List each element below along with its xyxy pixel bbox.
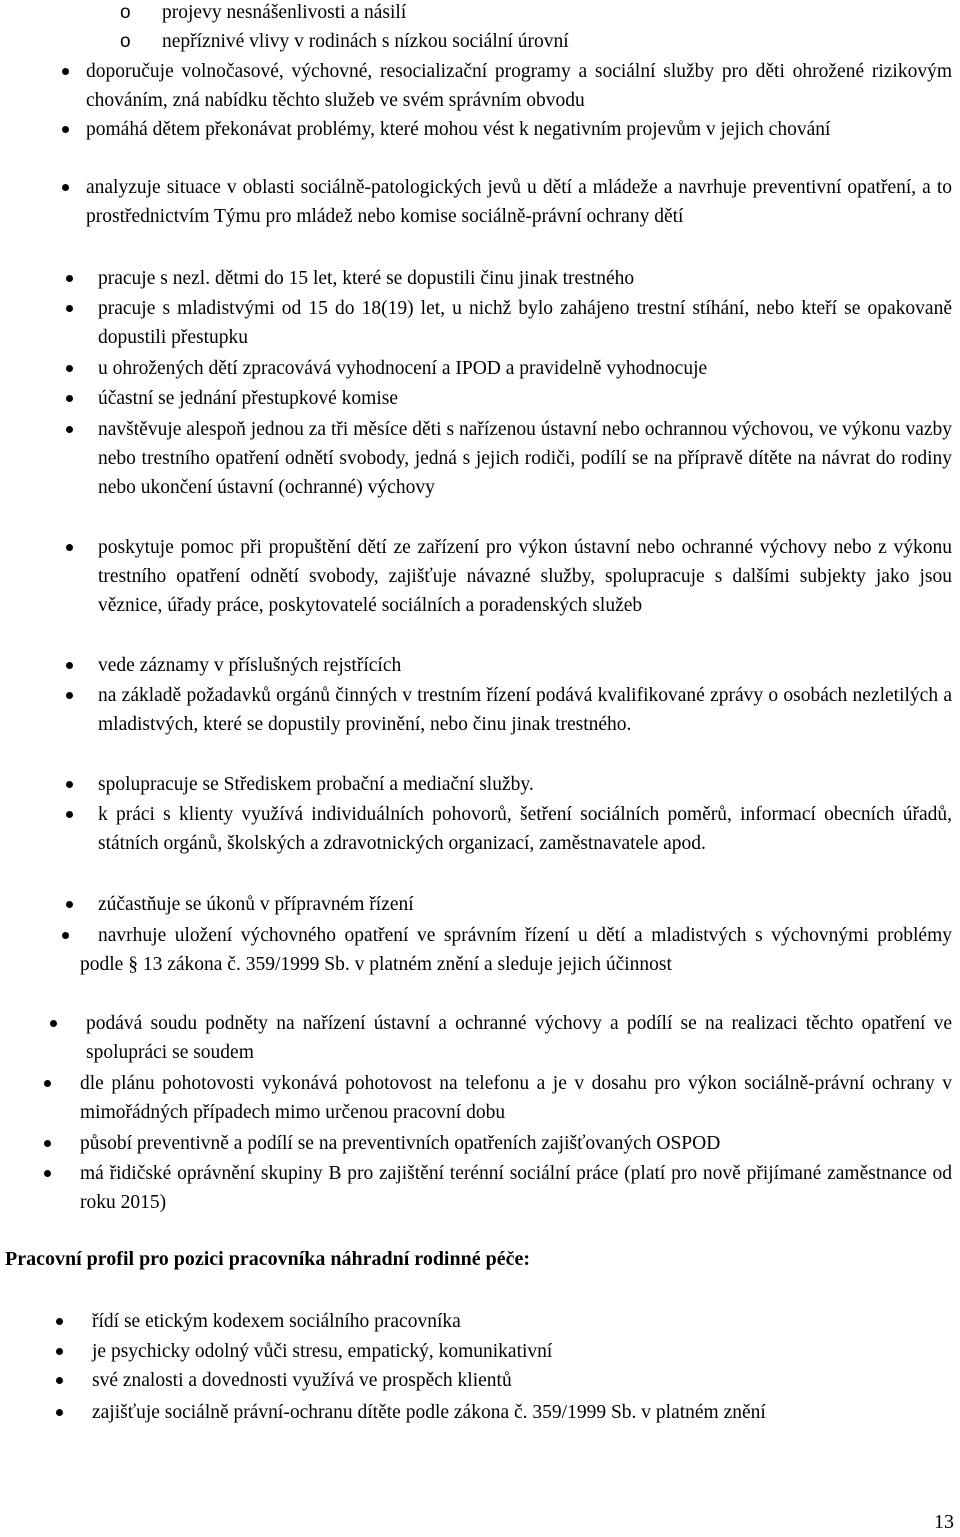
bullet [44, 1140, 51, 1147]
sub-list-item: projevy nesnášenlivosti a násilí [162, 2, 407, 23]
bullet [66, 692, 73, 699]
list-item: účastní se jednání přestupkové komise [98, 388, 399, 409]
list-item: pracuje s mladistvými od 15 do 18(19) let, u nichž bylo zahájeno trestní stíhání, nebo kteří se opakovaně dopustili přestupku [98, 298, 952, 348]
list-item: dle plánu pohotovosti vykonává pohotovost na telefonu a je v dosahu pro výkon sociálně-právní ochrany v mimořádných případech mimo určenou pracovní dobu [80, 1073, 952, 1123]
list-item: má řidičské oprávnění skupiny B pro zajištění terénní sociální práce (platí pro nově přijímané zaměstnance od roku 2015) [80, 1163, 952, 1213]
bullet [66, 544, 73, 551]
list-item: navrhuje uložení výchovného opatření ve správním řízení u dětí a mladistvých s výchovnými problémy podle § 13 zákona č. 359/1999 Sb. v platném znění a sleduje jejich účinnost [80, 925, 952, 975]
bullet [44, 1170, 51, 1177]
bullet [62, 184, 69, 191]
list-item: pomáhá dětem překonávat problémy, které mohou vést k negativním projevům v jejich chování [86, 119, 831, 140]
bullet [56, 1348, 63, 1355]
bullet [62, 126, 69, 133]
sub-bullet: o [120, 31, 131, 52]
list-item: vede záznamy v příslušných rejstřících [98, 655, 402, 676]
list-item: zajišťuje sociálně právní-ochranu dítěte podle zákona č. 359/1999 Sb. v platném znění [92, 1402, 766, 1423]
bullet [66, 901, 73, 908]
bullet [56, 1318, 63, 1325]
bullet [50, 1020, 57, 1027]
list-item: své znalosti a dovednosti využívá ve prospěch klientů [92, 1370, 512, 1391]
bullet [66, 662, 73, 669]
list-item: působí preventivně a podílí se na preventivních opatřeních zajišťovaných OSPOD [80, 1133, 721, 1154]
bullet [66, 395, 73, 402]
bullet [62, 68, 69, 75]
list-item: navštěvuje alespoň jednou za tři měsíce děti s nařízenou ústavní nebo ochrannou výchovou, ve výkonu vazby nebo trestního opatření odnětí svobody, jedná s jejich rodiči, podílí se na přípravě dítěte na návrat do rodiny nebo ukončení ústavní (ochranné) výchovy [98, 419, 952, 498]
list-item: řídí se etickým kodexem sociálního pracovníka [92, 1311, 461, 1332]
sub-list-item: nepříznivé vlivy v rodinách s nízkou sociální úrovní [162, 31, 569, 52]
bullet [66, 305, 73, 312]
sub-bullet: o [120, 2, 131, 23]
bullet [56, 1377, 63, 1384]
list-item: zúčastňuje se úkonů v přípravném řízení [98, 894, 414, 915]
bullet [56, 1409, 63, 1416]
list-item: na základě požadavků orgánů činných v trestním řízení podává kvalifikované zprávy o osobách nezletilých a mladistvých, které se dopustily provinění, nebo činu jinak trestného. [98, 685, 952, 735]
bullet [66, 811, 73, 818]
page-number: 13 [934, 1511, 954, 1533]
bullet [66, 781, 73, 788]
list-item: pracuje s nezl. dětmi do 15 let, které se dopustili činu jinak trestného [98, 268, 635, 289]
list-item: poskytuje pomoc při propuštění dětí ze zařízení pro výkon ústavní nebo ochranné výchovy nebo z výkonu trestního opatření odnětí svobody, zajišťuje návazné služby, spolupracuje s dalšími subjekty jako jsou věznice, úřady práce, poskytovatelé sociálních a poradenských služeb [98, 537, 952, 616]
bullet [66, 275, 73, 282]
list-item: podává soudu podněty na nařízení ústavní a ochranné výchovy a podílí se na realizaci těchto opatření ve spolupráci se soudem [86, 1013, 952, 1063]
list-item: k práci s klienty využívá individuálních pohovorů, šetření sociálních poměrů, informací obecních úřadů, státních orgánů, školských a zdravotnických organizací, zaměstnavatele apod. [98, 804, 952, 854]
list-item: analyzuje situace v oblasti sociálně-patologických jevů u dětí a mládeže a navrhuje preventivní opatření, a to prostřednictvím Týmu pro mládež nebo komise sociálně-právní ochrany dětí [86, 177, 952, 227]
list-item: u ohrožených dětí zpracovává vyhodnocení a IPOD a pravidelně vyhodnocuje [98, 358, 708, 379]
list-item: je psychicky odolný vůči stresu, empatický, komunikativní [92, 1341, 553, 1362]
bullet [66, 365, 73, 372]
bullet [62, 932, 69, 939]
list-item: doporučuje volnočasové, výchovné, resocializační programy a sociální služby pro děti ohrožené rizikovým chováním, zná nabídku těchto služeb ve svém správním obvodu [86, 61, 952, 111]
bullet [44, 1080, 51, 1087]
list-item: spolupracuje se Střediskem probační a mediační služby. [98, 774, 534, 795]
bullet [66, 426, 73, 433]
section-heading: Pracovní profil pro pozici pracovníka náhradní rodinné péče: [5, 1248, 531, 1270]
